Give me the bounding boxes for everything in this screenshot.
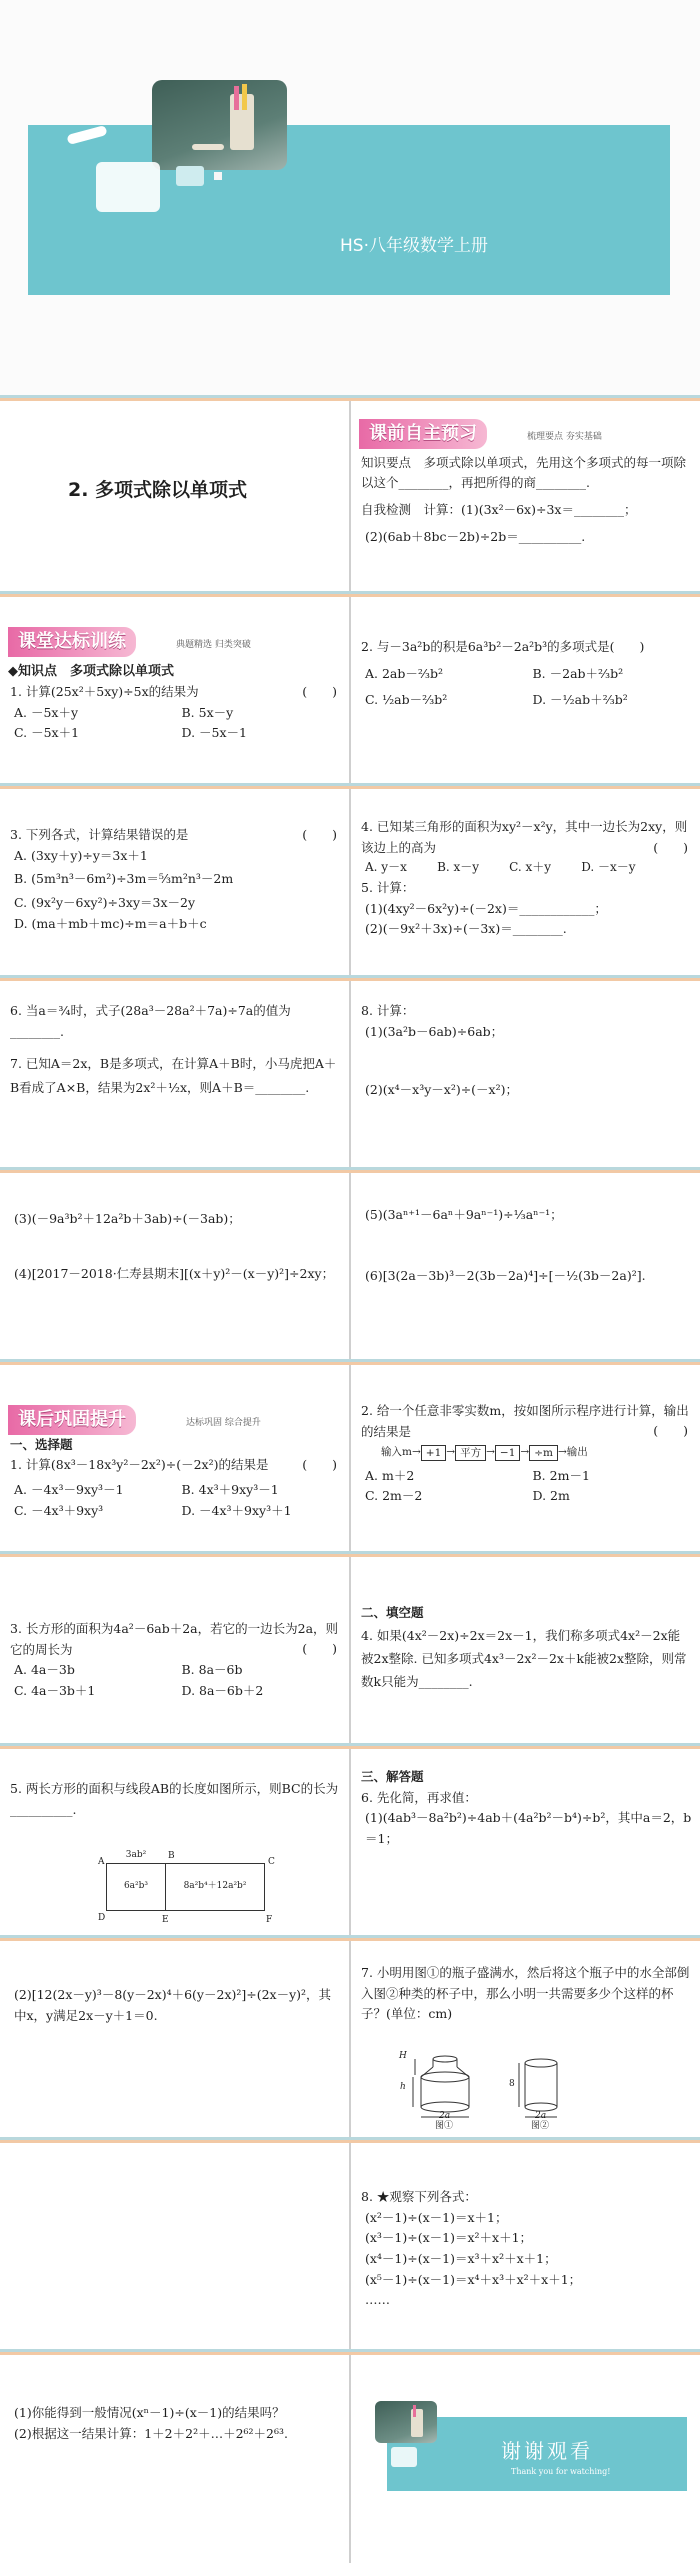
question-3 xyxy=(0,825,349,846)
slide-2-right xyxy=(351,401,700,591)
option-b: B. (5m³n³－6m²)÷3m＝⁵⁄₃m²n³－2m xyxy=(14,871,234,887)
section-choice: 一、选择题 xyxy=(10,1436,73,1452)
option-c: C. x＋y xyxy=(509,860,552,875)
cover-slide xyxy=(0,0,700,395)
flowchart xyxy=(351,1444,700,1461)
slide-9-left xyxy=(0,1749,349,1935)
slide-5-right xyxy=(351,981,700,1167)
right-area-label: 8a²b⁴＋12a²b² xyxy=(183,1881,247,1891)
question-6-part-2: (2)[12(2x－y)³－8(y－2x)⁴＋6(y－2x)²]÷(2x－y)²，其中x，y满足2x－y＋1＝0. xyxy=(14,1987,332,2023)
flow-step-divide: ÷m xyxy=(529,1445,558,1461)
option-c: C. －5x＋1 xyxy=(14,725,80,741)
cover-photo-small xyxy=(52,108,147,154)
point-c: C xyxy=(268,1857,275,1867)
answer-paren: ( ) xyxy=(653,1423,688,1439)
arrow-icon: → xyxy=(446,1446,456,1459)
arrow-icon: → xyxy=(486,1446,495,1459)
option-a: A. －4x³－9xy³－1 xyxy=(14,1481,124,1497)
slide-7 xyxy=(0,1365,700,1551)
question-2-text: 2. 给一个任意非零实数m，按如图所示程序进行计算，输出的结果是 xyxy=(361,1403,689,1439)
question-8-part-1: (1)你能得到一般情况(xⁿ－1)÷(x－1)的结果吗？ xyxy=(14,2405,285,2420)
flow-step-square: 平方 xyxy=(455,1445,486,1461)
section-subheader: 达标巩固 综合提升 xyxy=(186,1418,261,1428)
question-3-text: 3. 下列各式，计算结果错误的是 xyxy=(10,827,189,842)
slide-3 xyxy=(0,597,700,783)
self-check-1: 自我检测 计算：(1)(3x²－6x)÷3x＝________； xyxy=(361,501,637,517)
question-8-part-2: (2)(x⁴－x³y－x²)÷(－x²)； xyxy=(365,1082,518,1098)
option-a: A. 4a－3b xyxy=(14,1662,75,1678)
slide-3-left xyxy=(0,597,349,783)
question-8-part-3: (3)(－9a³b²＋12a²b＋3ab)÷(－3ab)； xyxy=(14,1211,241,1226)
question-2-options-ab xyxy=(351,1466,700,1487)
question-6: 6. 当a＝¾时，式子(28a³－28a²＋7a)÷7a的值为________. xyxy=(10,1003,291,1039)
point-e: E xyxy=(162,1915,169,1925)
question-8-part-6: (6)[3(2a－3b)³－2(3b－2a)⁴]÷[－½(3b－2a)²]. xyxy=(365,1267,646,1283)
question-1-text: 1. 计算(8x³－18x³y²－2x²)÷(－2x²)的结果是 xyxy=(10,1457,269,1473)
thanks-subtitle: Thank you for watching! xyxy=(511,2467,611,2476)
option-c: C. 2m－2 xyxy=(365,1488,423,1504)
slide-10-left xyxy=(0,1941,349,2137)
arrow-icon: → xyxy=(557,1446,567,1459)
slide-5 xyxy=(0,981,700,1167)
rectangle-figure xyxy=(58,1850,275,1925)
lesson-title: 2. 多项式除以单项式 xyxy=(68,479,248,501)
thanks-photo xyxy=(375,2401,437,2443)
option-b: B. x－y xyxy=(437,860,480,875)
pattern-line-1: (x²－1)÷(x－1)＝x＋1； xyxy=(365,2209,508,2225)
left-area-label: 6a²b³ xyxy=(123,1881,149,1891)
slide-12 xyxy=(0,2355,700,2563)
question-2-options-ab xyxy=(351,664,700,685)
pattern-line-4: (x⁵－1)÷(x－1)＝x⁴＋x³＋x²＋x＋1； xyxy=(365,2271,582,2287)
question-3-options-ab xyxy=(0,1660,349,1681)
answer-paren: ( ) xyxy=(302,1457,337,1473)
question-8: 8. ★观察下列各式： xyxy=(361,2189,477,2204)
cover-deco-square-1 xyxy=(96,162,160,212)
cover-deco-square-3 xyxy=(214,172,222,180)
slide-6 xyxy=(0,1173,700,1359)
section-header: 课堂达标训练 xyxy=(8,627,136,657)
question-2: 2. 与－3a²b的积是6a³b²－2a²b³的多项式是( ) xyxy=(361,639,645,654)
arrow-icon: → xyxy=(520,1446,530,1459)
top-dimension xyxy=(106,1849,166,1861)
knowledge-point: 知识要点 多项式除以单项式，先用这个多项式的每一项除以这个________，再把所得的商________. xyxy=(361,454,687,491)
slide-6-left xyxy=(0,1173,349,1359)
section-header: 课后巩固提升 xyxy=(8,1405,136,1435)
rect-left xyxy=(106,1863,166,1911)
slide-9-right xyxy=(351,1749,700,1935)
question-1-options-c xyxy=(0,723,349,744)
slide-11-left xyxy=(0,2143,349,2349)
question-3: 3. 长方形的面积为4a²－6ab＋2a，若它的一边长为2a，则它的周长为 xyxy=(10,1621,339,1657)
slide-10-right xyxy=(351,1941,700,2137)
cover-deco-square-2 xyxy=(176,166,204,186)
slide-12-left xyxy=(0,2355,349,2563)
option-d: D. 8a－6b＋2 xyxy=(181,1682,264,1698)
section-header: 课前自主预习 xyxy=(359,419,487,449)
flow-output: 输出 xyxy=(566,1446,588,1459)
slide-7-left xyxy=(0,1365,349,1551)
thanks-title: 谢谢观看 xyxy=(501,2439,593,2463)
option-b: B. 8a－6b xyxy=(181,1662,243,1678)
slide-5-left xyxy=(0,981,349,1167)
slide-12-right xyxy=(351,2355,700,2563)
option-c: C. －4x³＋9xy³ xyxy=(14,1502,104,1518)
question-8-part-1: (1)(3a²b－6ab)÷6ab； xyxy=(365,1023,504,1039)
question-8-part-5: (5)(3aⁿ⁺¹－6aⁿ＋9aⁿ⁻¹)÷⅓aⁿ⁻¹； xyxy=(365,1207,563,1222)
slide-4-right xyxy=(351,789,700,975)
slide-11 xyxy=(0,2143,700,2349)
question-5-part-2: (2)(－9x²＋3x)÷(－3x)＝________. xyxy=(365,921,567,937)
option-d: D. －5x－1 xyxy=(181,725,247,741)
question-6: 6. 先化简，再求值： xyxy=(361,1789,477,1805)
answer-paren: ( ) xyxy=(302,827,337,842)
question-2-options-cd xyxy=(351,1486,700,1507)
option-b: B. 5x－y xyxy=(181,704,234,720)
dim-h2: h xyxy=(400,2082,406,2092)
slide-8-right xyxy=(351,1557,700,1743)
option-a: A. (3xy＋y)÷y＝3x＋1 xyxy=(14,847,148,863)
flow-input: 输入m xyxy=(381,1446,412,1459)
option-c: C. ½ab－⅔b² xyxy=(365,692,448,708)
question-8: 8. 计算： xyxy=(361,1003,415,1018)
option-d: D. －4x³＋9xy³＋1 xyxy=(181,1502,292,1518)
question-8-part-2: (2)根据这一结果计算：1＋2＋2²＋…＋2⁶²＋2⁶³. xyxy=(14,2425,288,2441)
slide-2 xyxy=(0,401,700,591)
question-5: 5. 两长方形的面积与线段AB的长度如图所示，则BC的长为__________. xyxy=(10,1781,339,1817)
slide-4-left xyxy=(0,789,349,975)
answer-paren: ( ) xyxy=(302,684,337,700)
slide-4 xyxy=(0,789,700,975)
option-a: A. m＋2 xyxy=(365,1467,415,1483)
question-8-part-4: (4)[2017－2018·仁寿县期末][(x＋y)²－(x－y)²]÷2xy； xyxy=(14,1265,335,1281)
section-solve: 三、解答题 xyxy=(361,1769,424,1784)
slide-11-right xyxy=(351,2143,700,2349)
self-check-2: (2)(6ab＋8bc－2b)÷2b＝__________. xyxy=(365,528,586,544)
option-d: D. －x－y xyxy=(581,860,636,875)
slide-7-right xyxy=(351,1365,700,1551)
pattern-line-2: (x³－1)÷(x－1)＝x²＋x＋1； xyxy=(365,2230,533,2246)
pattern-ellipsis: …… xyxy=(365,2292,390,2308)
cover-subtitle: HS·八年级数学上册 xyxy=(340,236,488,256)
arrow-icon: → xyxy=(411,1446,421,1459)
question-5: 5. 计算： xyxy=(361,880,415,896)
knowledge-point-label: ◆知识点 多项式除以单项式 xyxy=(8,663,174,679)
fig2-caption: 图② xyxy=(531,2121,550,2131)
option-d: D. (ma＋mb＋mc)÷m＝a＋b＋c xyxy=(14,915,207,931)
flow-step-minus1: −1 xyxy=(495,1445,520,1461)
question-4: 4. 已知某三角形的面积为xy²－x²y，其中一边长为2xy，则该边上的高为 xyxy=(361,819,688,855)
option-a: A. 2ab－⅔b² xyxy=(365,665,444,681)
answer-paren: ( ) xyxy=(653,840,688,856)
question-6-part-1: (1)(4ab³－8a²b²)÷4ab＋(4a²b²－b⁴)÷b²，其中a＝2，b＝1； xyxy=(365,1810,692,1846)
cover-photo-large xyxy=(152,80,287,170)
section-fill-blank: 二、填空题 xyxy=(361,1605,424,1620)
slide-9 xyxy=(0,1749,700,1935)
question-2-options-cd xyxy=(351,690,700,711)
point-d: D xyxy=(98,1913,106,1923)
option-b: B. －2ab＋⅔b² xyxy=(532,665,624,681)
question-1-text: 1. 计算(25x²＋5xy)÷5x的结果为 xyxy=(10,684,199,700)
slide-8-left xyxy=(0,1557,349,1743)
question-1-options-a xyxy=(0,703,349,724)
slide-8 xyxy=(0,1557,700,1743)
question-1 xyxy=(0,682,349,703)
fig1-caption: 图① xyxy=(435,2121,454,2131)
question-7: 7. 已知A＝2x，B是多项式，在计算A＋B时，小马虎把A＋B看成了A×B，结果为2x²＋½x，则A＋B＝________. xyxy=(10,1056,337,1095)
question-1 xyxy=(0,1455,349,1476)
dim-h1: H xyxy=(399,2051,407,2061)
point-a: A xyxy=(98,1857,105,1867)
option-a: A. y－x xyxy=(365,860,407,875)
pattern-line-3: (x⁴－1)÷(x－1)＝x³＋x²＋x＋1； xyxy=(365,2250,557,2266)
question-2 xyxy=(351,1401,700,1442)
option-d: D. 2m xyxy=(532,1488,570,1504)
slide-2-left xyxy=(0,401,349,591)
question-4: 4. 如果(4x²－2x)÷2x＝2x－1，我们称多项式4x²－2x能被2x整除. 已知多项式4x³－2x²－2x＋k能被2x整除，则常数k只能为________. xyxy=(361,1627,687,1689)
dim-w1: 2a xyxy=(439,2111,451,2121)
question-1-options-ab xyxy=(0,1480,349,1501)
dim-w2: 2a xyxy=(535,2111,547,2121)
option-b: B. 4x³＋9xy³－1 xyxy=(181,1481,279,1497)
slide-3-right xyxy=(351,597,700,783)
thanks-deco xyxy=(391,2447,417,2467)
section-subheader: 典题精选 归类突破 xyxy=(176,640,251,650)
point-f: F xyxy=(266,1915,273,1925)
rect-right xyxy=(165,1863,265,1911)
option-c: C. 4a－3b＋1 xyxy=(14,1682,96,1698)
option-a: A. －5x＋y xyxy=(14,704,79,720)
option-c: C. (9x²y－6xy²)÷3xy＝3x－2y xyxy=(14,894,196,910)
dim-h3: 8 xyxy=(509,2079,515,2089)
question-3-options-cd xyxy=(0,1681,349,1702)
option-d: D. －½ab＋⅔b² xyxy=(532,692,628,708)
option-b: B. 2m－1 xyxy=(532,1467,590,1483)
slide-10 xyxy=(0,1941,700,2137)
question-4-options xyxy=(351,858,653,878)
slide-6-right xyxy=(351,1173,700,1359)
section-subheader: 梳理要点 夯实基础 xyxy=(527,432,602,442)
flow-step-plus1: +1 xyxy=(421,1445,446,1461)
point-b: B xyxy=(168,1851,175,1861)
top-dim-label: 3ab² xyxy=(125,1850,147,1860)
answer-paren: ( ) xyxy=(302,1641,337,1657)
question-1-options-cd xyxy=(0,1501,349,1522)
question-5-part-1: (1)(4xy²－6x²y)÷(－2x)＝____________； xyxy=(365,900,607,916)
question-7: 7. 小明用图①的瓶子盛满水，然后将这个瓶子中的水全部倒入图②种类的杯子中，那么小明一共需要多少个这样的杯子？(单位：cm) xyxy=(361,1965,690,2022)
